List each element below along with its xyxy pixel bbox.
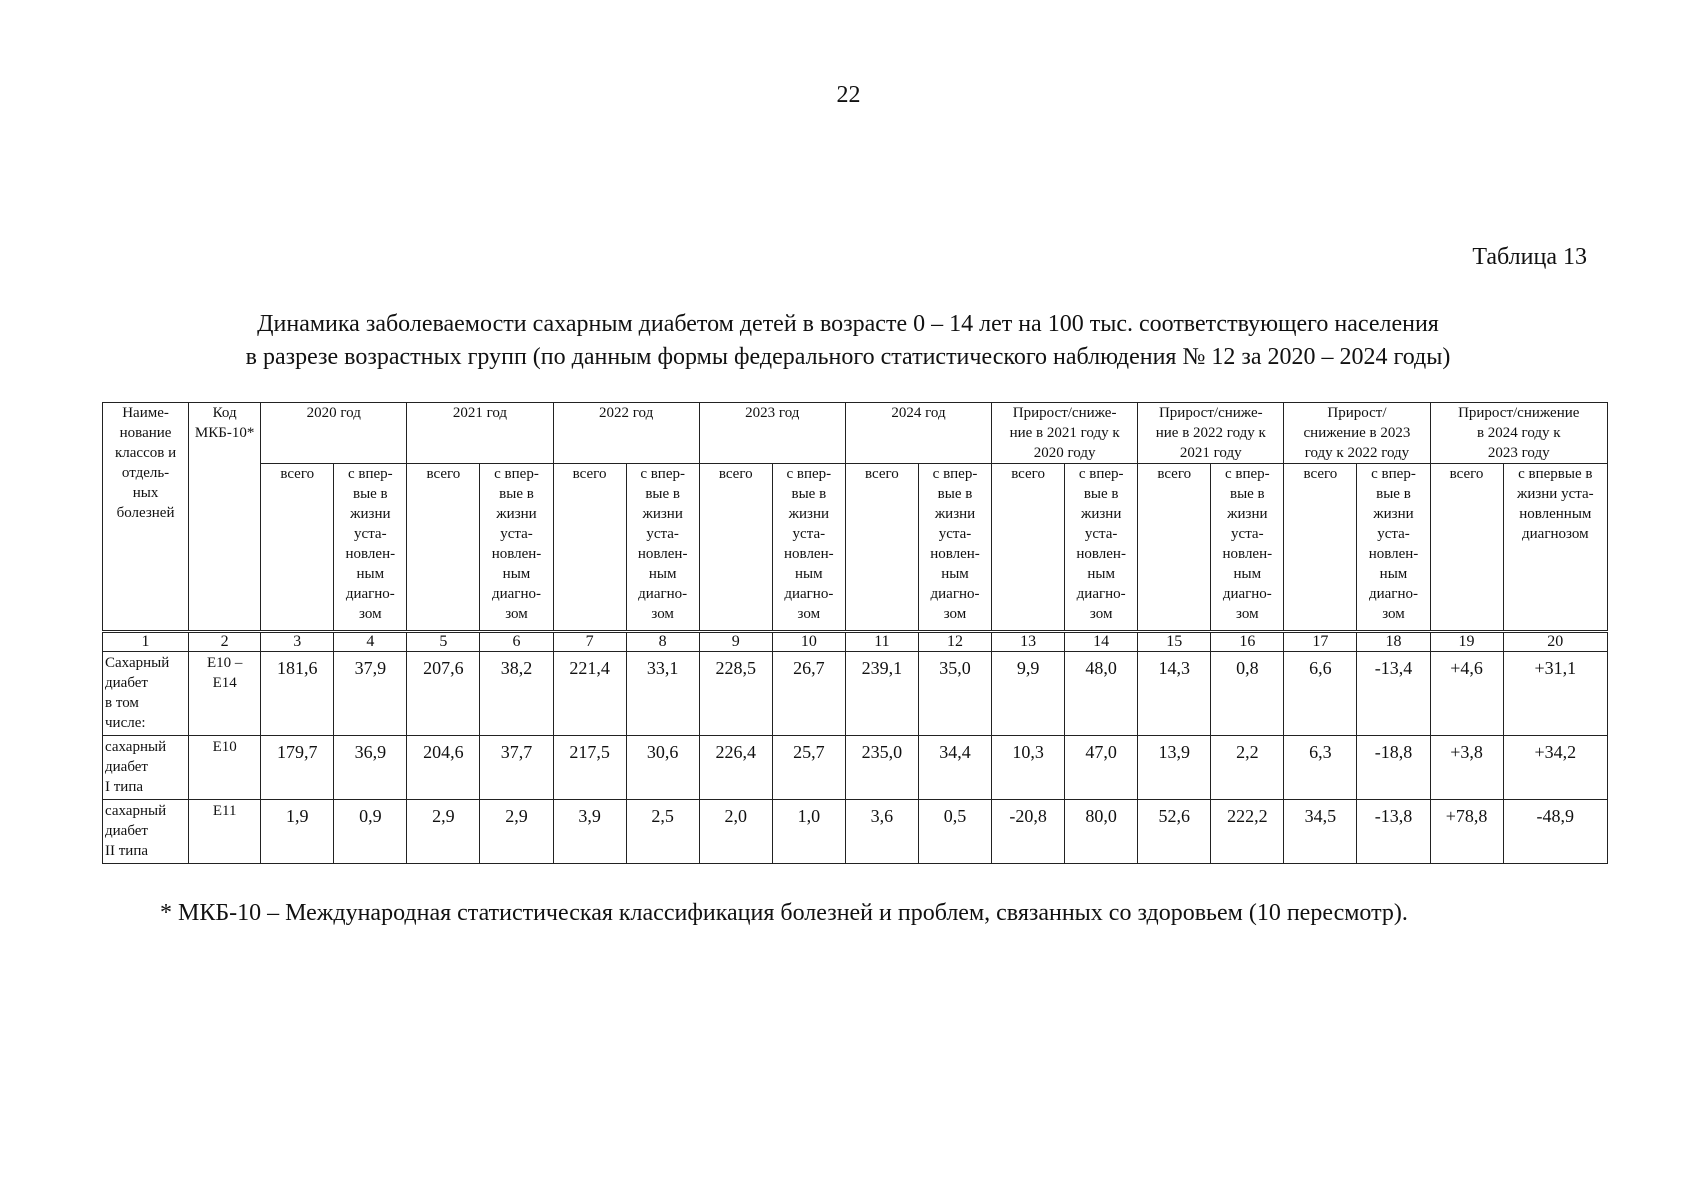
table-cell: +34,2 bbox=[1503, 736, 1607, 800]
table-cell: 181,6 bbox=[261, 652, 334, 736]
column-number: 14 bbox=[1065, 632, 1138, 652]
table-cell: 47,0 bbox=[1065, 736, 1138, 800]
subheader-first-diagnosed: с впер- вые в жизни уста- новлен- ным диагно- зом bbox=[1211, 464, 1284, 632]
subheader-total: всего bbox=[992, 464, 1065, 632]
table-cell: 34,5 bbox=[1284, 800, 1357, 864]
row-code: Е10 bbox=[189, 736, 261, 800]
subheader-total: всего bbox=[1430, 464, 1503, 632]
table-cell: 6,6 bbox=[1284, 652, 1357, 736]
header-group: 2020 год bbox=[261, 403, 407, 464]
table-cell: 235,0 bbox=[845, 736, 918, 800]
table-cell: 2,5 bbox=[626, 800, 699, 864]
table-cell: 179,7 bbox=[261, 736, 334, 800]
table-cell: 26,7 bbox=[772, 652, 845, 736]
table-row bbox=[103, 736, 1608, 800]
table-cell: 38,2 bbox=[480, 652, 553, 736]
table-cell: 37,7 bbox=[480, 736, 553, 800]
table-cell: 2,0 bbox=[699, 800, 772, 864]
table-cell: 35,0 bbox=[918, 652, 991, 736]
table-cell: 0,9 bbox=[334, 800, 407, 864]
row-name: сахарный диабет II типа bbox=[103, 800, 189, 864]
column-number: 1 bbox=[103, 632, 189, 652]
table-row bbox=[103, 652, 1608, 736]
column-number: 18 bbox=[1357, 632, 1430, 652]
table-cell: 14,3 bbox=[1138, 652, 1211, 736]
table-cell: -18,8 bbox=[1357, 736, 1430, 800]
table-cell: -13,4 bbox=[1357, 652, 1430, 736]
header-group: 2024 год bbox=[845, 403, 991, 464]
column-number: 17 bbox=[1284, 632, 1357, 652]
subheader-total: всего bbox=[845, 464, 918, 632]
table-cell: 9,9 bbox=[992, 652, 1065, 736]
subheader-total: всего bbox=[407, 464, 480, 632]
table-cell: 34,4 bbox=[918, 736, 991, 800]
table-cell: 80,0 bbox=[1065, 800, 1138, 864]
table-cell: 226,4 bbox=[699, 736, 772, 800]
column-number-row bbox=[103, 632, 1608, 652]
table-cell: 52,6 bbox=[1138, 800, 1211, 864]
column-number: 15 bbox=[1138, 632, 1211, 652]
table-cell: -20,8 bbox=[992, 800, 1065, 864]
table-cell: 36,9 bbox=[334, 736, 407, 800]
data-table bbox=[102, 402, 1608, 864]
subheader-total: всего bbox=[1138, 464, 1211, 632]
title-line-1: Динамика заболеваемости сахарным диабетом детей в возрасте 0 – 14 лет на 100 тыс. соответствующего населения bbox=[257, 311, 1439, 337]
subheader-first-diagnosed: с впер- вые в жизни уста- новлен- ным диагно- зом bbox=[626, 464, 699, 632]
table-cell: 221,4 bbox=[553, 652, 626, 736]
subheader-total: всего bbox=[553, 464, 626, 632]
header-group: 2023 год bbox=[699, 403, 845, 464]
column-number: 13 bbox=[992, 632, 1065, 652]
column-number: 12 bbox=[918, 632, 991, 652]
table-cell: +31,1 bbox=[1503, 652, 1607, 736]
column-number: 9 bbox=[699, 632, 772, 652]
subheader-first-diagnosed: с впер- вые в жизни уста- новлен- ным диагно- зом bbox=[772, 464, 845, 632]
table-cell: 222,2 bbox=[1211, 800, 1284, 864]
row-code: Е11 bbox=[189, 800, 261, 864]
row-name: сахарный диабет I типа bbox=[103, 736, 189, 800]
table-cell: 6,3 bbox=[1284, 736, 1357, 800]
header-group: Прирост/сниже- ние в 2022 году к 2021 году bbox=[1138, 403, 1284, 464]
table-label: Таблица 13 bbox=[1472, 244, 1587, 270]
header-group: 2022 год bbox=[553, 403, 699, 464]
table-cell: 30,6 bbox=[626, 736, 699, 800]
column-number: 3 bbox=[261, 632, 334, 652]
table-cell: 3,6 bbox=[845, 800, 918, 864]
table-cell: 37,9 bbox=[334, 652, 407, 736]
subheader-first-diagnosed: с впер- вые в жизни уста- новлен- ным диагно- зом bbox=[1065, 464, 1138, 632]
column-number: 20 bbox=[1503, 632, 1607, 652]
table-cell: 2,9 bbox=[480, 800, 553, 864]
table-cell: 48,0 bbox=[1065, 652, 1138, 736]
table-row bbox=[103, 800, 1608, 864]
table-cell: 33,1 bbox=[626, 652, 699, 736]
table-cell: 207,6 bbox=[407, 652, 480, 736]
table-cell: -13,8 bbox=[1357, 800, 1430, 864]
column-number: 8 bbox=[626, 632, 699, 652]
table-cell: 0,8 bbox=[1211, 652, 1284, 736]
subheader-first-diagnosed: с впер- вые в жизни уста- новлен- ным диагно- зом bbox=[334, 464, 407, 632]
table-cell: -48,9 bbox=[1503, 800, 1607, 864]
column-number: 11 bbox=[845, 632, 918, 652]
column-number: 7 bbox=[553, 632, 626, 652]
subheader-first-diagnosed: с впер- вые в жизни уста- новлен- ным диагно- зом bbox=[1357, 464, 1430, 632]
table-cell: 1,0 bbox=[772, 800, 845, 864]
header-group: Прирост/снижение в 2024 году к 2023 году bbox=[1430, 403, 1607, 464]
table-cell: 2,2 bbox=[1211, 736, 1284, 800]
table-cell: +4,6 bbox=[1430, 652, 1503, 736]
subheader-first-diagnosed: с впервые в жизни уста- новленным диагнозом bbox=[1503, 464, 1607, 632]
table-cell: 204,6 bbox=[407, 736, 480, 800]
table-cell: +78,8 bbox=[1430, 800, 1503, 864]
table-cell: 228,5 bbox=[699, 652, 772, 736]
table-cell: 3,9 bbox=[553, 800, 626, 864]
subheader-first-diagnosed: с впер- вые в жизни уста- новлен- ным диагно- зом bbox=[480, 464, 553, 632]
header-code: Код МКБ-10* bbox=[189, 403, 261, 632]
row-name: Сахарный диабет в том числе: bbox=[103, 652, 189, 736]
column-number: 4 bbox=[334, 632, 407, 652]
table-cell: 10,3 bbox=[992, 736, 1065, 800]
table-cell: +3,8 bbox=[1430, 736, 1503, 800]
header-group: 2021 год bbox=[407, 403, 553, 464]
column-number: 10 bbox=[772, 632, 845, 652]
page-number: 22 bbox=[836, 82, 861, 108]
subheader-total: всего bbox=[1284, 464, 1357, 632]
column-number: 19 bbox=[1430, 632, 1503, 652]
title-line-2: в разрезе возрастных групп (по данным формы федерального статистического наблюдения № 12 за 2020 – 2024 годы) bbox=[245, 344, 1451, 370]
data-table-wrapper bbox=[102, 402, 1608, 864]
table-cell: 25,7 bbox=[772, 736, 845, 800]
column-number: 6 bbox=[480, 632, 553, 652]
table-title bbox=[100, 308, 1596, 374]
header-group: Прирост/ снижение в 2023 году к 2022 году bbox=[1284, 403, 1430, 464]
table-cell: 1,9 bbox=[261, 800, 334, 864]
row-code: Е10 – Е14 bbox=[189, 652, 261, 736]
footnote: * МКБ-10 – Международная статистическая классификация болезней и проблем, связанных со здоровьем (10 пересмотр). bbox=[160, 900, 1408, 926]
table-cell: 13,9 bbox=[1138, 736, 1211, 800]
column-number: 5 bbox=[407, 632, 480, 652]
header-group: Прирост/сниже- ние в 2021 году к 2020 году bbox=[992, 403, 1138, 464]
header-name: Наиме- нование классов и отдель- ных болезней bbox=[103, 403, 189, 632]
column-number: 16 bbox=[1211, 632, 1284, 652]
column-number: 2 bbox=[189, 632, 261, 652]
table-cell: 0,5 bbox=[918, 800, 991, 864]
table-cell: 2,9 bbox=[407, 800, 480, 864]
table-cell: 239,1 bbox=[845, 652, 918, 736]
table-cell: 217,5 bbox=[553, 736, 626, 800]
subheader-total: всего bbox=[261, 464, 334, 632]
subheader-first-diagnosed: с впер- вые в жизни уста- новлен- ным диагно- зом bbox=[918, 464, 991, 632]
subheader-total: всего bbox=[699, 464, 772, 632]
